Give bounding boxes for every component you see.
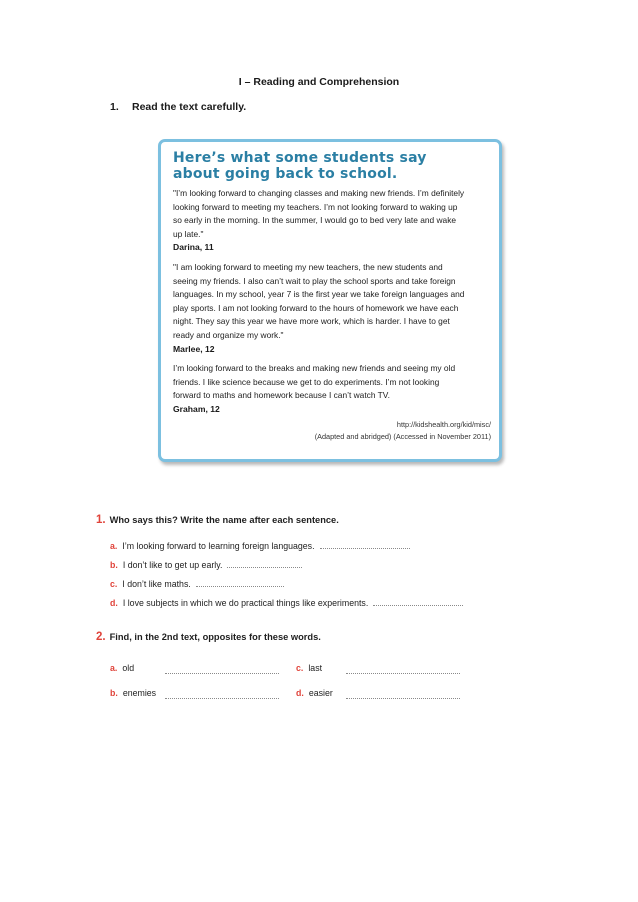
quote-line: up late." <box>173 228 204 239</box>
quote-line: looking forward to meeting my teachers. I’m not looking forward to waking up <box>173 201 458 212</box>
source-note: (Adapted and abridged) (Accessed in November 2011) <box>314 432 491 441</box>
quote-line: seeing my friends. I also can’t wait to play the school sports and take foreign <box>173 275 456 286</box>
item-letter: b. <box>110 560 118 570</box>
item-letter: a. <box>110 663 118 673</box>
quote-line: night. They say this year we have more work, which is harder. I have to get <box>173 316 450 327</box>
quote-line: forward to maths and homework because I can’t watch TV. <box>173 390 390 401</box>
item-text: I don’t like maths. <box>122 579 191 589</box>
exercise2-title-text: Find, in the 2nd text, opposites for these words. <box>109 632 321 642</box>
quote-line: languages. In my school, year 7 is the first year we take foreign languages and <box>173 289 465 300</box>
card-title-line: about going back to school. <box>173 166 398 182</box>
item-letter: c. <box>110 579 118 589</box>
exercise2-item-c <box>296 663 322 673</box>
exercise2-item-d <box>296 688 333 698</box>
exercise1-title <box>96 514 339 526</box>
item-word: enemies <box>122 688 157 698</box>
answer-line[interactable] <box>227 560 302 568</box>
quote-block <box>173 362 489 416</box>
item-text: I’m looking forward to learning foreign languages. <box>122 541 315 551</box>
exercise2-number: 2. <box>96 631 106 643</box>
instruction-number: 1. <box>110 101 119 113</box>
quote-line: I’m looking forward to the breaks and making new friends and seeing my old <box>173 363 456 374</box>
exercise2-title <box>96 631 321 643</box>
card-title <box>173 150 489 182</box>
quote-block <box>173 261 489 356</box>
exercise2-item-b <box>110 688 156 698</box>
item-letter: a. <box>110 541 118 551</box>
item-text: I love subjects in which we do practical things like experiments. <box>122 598 369 608</box>
page-heading: I – Reading and Comprehension <box>238 76 400 88</box>
quote-line: "I am looking forward to meeting my new teachers, the new students and <box>173 261 443 272</box>
exercise1-number: 1. <box>96 514 106 526</box>
instruction-text: Read the text carefully. <box>132 101 247 113</box>
quote-line: so early in the morning. In the summer, I would go to bed very late and wake <box>173 215 457 226</box>
quote-line: play sports. I am not looking forward to the hours of homework we have each <box>173 302 459 313</box>
source-link: http://kidshealth.org/kid/misc/ <box>396 419 491 429</box>
quote-line: friends. I like science because we get to do experiments. I’m not looking <box>173 376 440 387</box>
item-letter: b. <box>110 688 118 698</box>
exercise1-item-b <box>110 560 302 570</box>
quote-author: Darina, 11 <box>173 242 214 253</box>
answer-line[interactable] <box>320 541 410 549</box>
exercise1-item-d <box>110 598 463 608</box>
reading-card <box>158 139 502 462</box>
item-word: last <box>308 663 323 673</box>
item-word: old <box>122 663 135 673</box>
exercise2-item-a <box>110 663 134 673</box>
exercise1-item-a <box>110 541 410 551</box>
exercise1-item-c <box>110 579 284 589</box>
instruction <box>110 101 246 113</box>
answer-line[interactable] <box>165 666 279 674</box>
quote-author: Marlee, 12 <box>173 343 215 354</box>
answer-line[interactable] <box>346 666 460 674</box>
exercise1-title-text: Who says this? Write the name after each sentence. <box>109 515 339 525</box>
answer-line[interactable] <box>346 691 460 699</box>
item-letter: d. <box>296 688 304 698</box>
answer-line[interactable] <box>165 691 279 699</box>
answer-line[interactable] <box>373 598 463 606</box>
item-letter: c. <box>296 663 304 673</box>
card-title-line: Here’s what some students say <box>173 150 427 166</box>
answer-line[interactable] <box>196 579 284 587</box>
item-letter: d. <box>110 598 118 608</box>
item-word: easier <box>308 688 333 698</box>
quote-block <box>173 187 489 255</box>
quote-line: ready and organize my work." <box>173 329 284 340</box>
item-text: I don’t like to get up early. <box>122 560 223 570</box>
quote-author: Graham, 12 <box>173 403 220 414</box>
quote-line: "I’m looking forward to changing classes and making new friends. I’m definitely <box>173 188 465 198</box>
